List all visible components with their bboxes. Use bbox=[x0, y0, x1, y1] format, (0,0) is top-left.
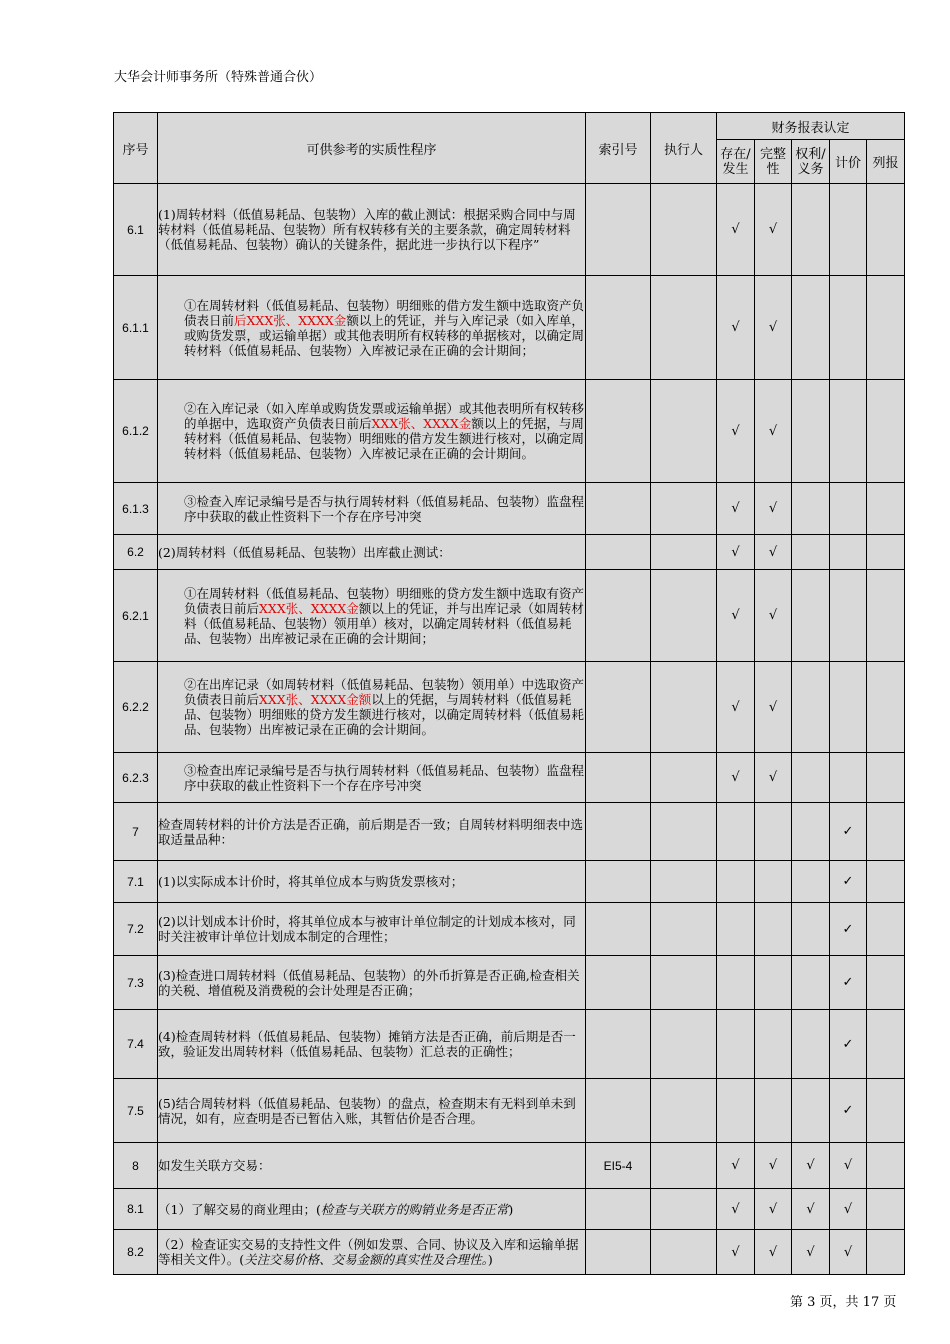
page-number: 第 3 页，共 17 页 bbox=[790, 1295, 897, 1310]
highlighted-text: XXX张、XXXX金额 bbox=[259, 692, 372, 707]
procedure-text: 额以上的凭据，与周转材料（低值易耗品、包装物）明细账的借方发生额进行核对，以确定周转材料（低值易耗品、包装物）入库被记录在正确的会计期间。 bbox=[184, 416, 585, 461]
table-row bbox=[114, 753, 905, 803]
header-rights: 权利/义务 bbox=[792, 140, 830, 184]
table-row bbox=[114, 861, 905, 903]
check-presentation bbox=[867, 184, 905, 276]
check-completeness: √ bbox=[755, 753, 792, 803]
row-executor bbox=[651, 276, 717, 380]
row-executor bbox=[651, 535, 717, 570]
table-row bbox=[114, 1010, 905, 1079]
check-valuation bbox=[830, 570, 867, 662]
table-row bbox=[114, 483, 905, 535]
check-existence: √ bbox=[717, 184, 755, 276]
header-presentation: 列报 bbox=[867, 140, 905, 184]
row-index bbox=[586, 662, 651, 753]
row-seq: 6.1 bbox=[114, 184, 158, 276]
procedure-text: ③检查入库记录编号是否与执行周转材料（低值易耗品、包装物）监盘程序中获取的截止性资料下一个存在序号冲突 bbox=[184, 493, 585, 524]
check-rights bbox=[792, 276, 830, 380]
check-existence: √ bbox=[717, 1189, 755, 1230]
check-valuation: ✓ bbox=[830, 903, 867, 956]
procedure-text: 关注交易价格、交易金额的真实性及合理性。 bbox=[244, 1252, 488, 1267]
table-row bbox=[114, 276, 905, 380]
procedure-text: 检查周转材料的计价方法是否正确，前后期是否一致；自周转材料明细表中选取适量品种： bbox=[158, 816, 584, 847]
row-procedure bbox=[158, 483, 586, 535]
check-completeness bbox=[755, 1010, 792, 1079]
check-presentation bbox=[867, 1010, 905, 1079]
procedure-text: 如发生关联方交易： bbox=[158, 1158, 271, 1173]
row-index: EI5-4 bbox=[586, 1143, 651, 1189]
check-valuation bbox=[830, 184, 867, 276]
procedure-text: (1)以实际成本计价时，将其单位成本与购货发票核对； bbox=[158, 874, 464, 889]
table-body bbox=[114, 184, 905, 1275]
check-existence bbox=[717, 861, 755, 903]
row-procedure bbox=[158, 570, 586, 662]
check-valuation: ✓ bbox=[830, 803, 867, 861]
row-executor bbox=[651, 483, 717, 535]
header-procedure: 可供参考的实质性程序 bbox=[158, 113, 586, 184]
check-valuation bbox=[830, 753, 867, 803]
procedure-text: (5)结合周转材料（低值易耗品、包装物）的盘点，检查期末有无料到单未到情况，如有，应查明是否已暂估入账，其暂估价是否合理。 bbox=[158, 1095, 576, 1126]
check-rights bbox=[792, 1010, 830, 1079]
table-row bbox=[114, 1230, 905, 1275]
row-executor bbox=[651, 753, 717, 803]
check-presentation bbox=[867, 380, 905, 483]
check-presentation bbox=[867, 956, 905, 1010]
check-rights: √ bbox=[792, 1143, 830, 1189]
row-seq: 7.1 bbox=[114, 861, 158, 903]
row-procedure bbox=[158, 861, 586, 903]
row-procedure bbox=[158, 184, 586, 276]
row-seq: 6.2.2 bbox=[114, 662, 158, 753]
check-existence bbox=[717, 1010, 755, 1079]
check-completeness: √ bbox=[755, 1189, 792, 1230]
check-valuation bbox=[830, 380, 867, 483]
row-index bbox=[586, 1189, 651, 1230]
check-rights bbox=[792, 184, 830, 276]
row-executor bbox=[651, 380, 717, 483]
row-seq: 7 bbox=[114, 803, 158, 861]
check-valuation bbox=[830, 662, 867, 753]
row-seq: 6.2 bbox=[114, 535, 158, 570]
row-executor bbox=[651, 1189, 717, 1230]
check-valuation bbox=[830, 483, 867, 535]
row-index bbox=[586, 803, 651, 861]
check-rights: √ bbox=[792, 1189, 830, 1230]
check-presentation bbox=[867, 753, 905, 803]
row-procedure bbox=[158, 956, 586, 1010]
procedure-text: 检查与关联方的购销业务是否正常 bbox=[320, 1201, 509, 1217]
check-existence bbox=[717, 956, 755, 1010]
check-completeness bbox=[755, 861, 792, 903]
highlighted-text: XXX张、XXXX金 bbox=[259, 600, 359, 616]
table-row bbox=[114, 662, 905, 753]
table-row bbox=[114, 1189, 905, 1230]
table-row bbox=[114, 1143, 905, 1189]
check-existence: √ bbox=[717, 535, 755, 570]
row-executor bbox=[651, 861, 717, 903]
row-procedure bbox=[158, 903, 586, 956]
table-row bbox=[114, 380, 905, 483]
procedure-text: ①在周转材料（低值易耗品、包装物）明细账的贷方发生额中选取有资产负债表日前后 bbox=[184, 585, 585, 616]
header-completeness: 完整性 bbox=[755, 140, 792, 184]
procedure-text: 根据采购合同中与周转材料（低值易耗品、包装物）所有权转移有关的主要条款，确定周转材料（低值易耗品、包装物）确认的关键条件，据此进一步执行以下程序” bbox=[158, 207, 576, 252]
row-index bbox=[586, 535, 651, 570]
row-index bbox=[586, 184, 651, 276]
check-presentation bbox=[867, 483, 905, 535]
check-completeness: √ bbox=[755, 276, 792, 380]
check-completeness: √ bbox=[755, 1143, 792, 1189]
row-index bbox=[586, 380, 651, 483]
procedure-text: (3)检查进口周转材料（低值易耗品、包装物）的外币折算是否正确,检查相关的关税、增值税及消费税的会计处理是否正确； bbox=[158, 967, 580, 998]
check-completeness: √ bbox=[755, 483, 792, 535]
check-rights bbox=[792, 535, 830, 570]
row-executor bbox=[651, 803, 717, 861]
check-completeness: √ bbox=[755, 380, 792, 483]
highlighted-text: XXX张、XXXX金 bbox=[371, 416, 472, 431]
row-procedure bbox=[158, 535, 586, 570]
check-presentation bbox=[867, 662, 905, 753]
check-rights bbox=[792, 803, 830, 861]
row-index bbox=[586, 483, 651, 535]
check-rights: √ bbox=[792, 1230, 830, 1275]
table-row bbox=[114, 803, 905, 861]
procedure-text: ) bbox=[508, 1201, 514, 1217]
row-seq: 7.2 bbox=[114, 903, 158, 956]
check-existence: √ bbox=[717, 1230, 755, 1275]
row-seq: 8.1 bbox=[114, 1189, 158, 1230]
header-assertions: 财务报表认定 bbox=[717, 113, 905, 140]
check-presentation bbox=[867, 1189, 905, 1230]
row-seq: 7.4 bbox=[114, 1010, 158, 1079]
header-executor: 执行人 bbox=[651, 113, 717, 184]
row-index bbox=[586, 1079, 651, 1143]
check-presentation bbox=[867, 861, 905, 903]
row-seq: 8.2 bbox=[114, 1230, 158, 1275]
check-rights bbox=[792, 662, 830, 753]
table-row bbox=[114, 956, 905, 1010]
check-presentation bbox=[867, 570, 905, 662]
check-completeness: √ bbox=[755, 662, 792, 753]
check-presentation bbox=[867, 1143, 905, 1189]
check-completeness bbox=[755, 956, 792, 1010]
check-presentation bbox=[867, 803, 905, 861]
procedure-text: ②在出库记录（如周转材料（低值易耗品、包装物）领用单）中选取资产负债表日前后 bbox=[184, 677, 585, 707]
check-existence: √ bbox=[717, 570, 755, 662]
table-row bbox=[114, 903, 905, 956]
procedure-text: ③检查出库记录编号是否与执行周转材料（低值易耗品、包装物）监盘程序中获取的截止性资料下一个存在序号冲突 bbox=[184, 762, 585, 793]
highlighted-text: 后XXX张、XXXX金 bbox=[234, 312, 347, 328]
header-index: 索引号 bbox=[586, 113, 651, 184]
row-seq: 7.3 bbox=[114, 956, 158, 1010]
check-completeness: √ bbox=[755, 570, 792, 662]
row-executor bbox=[651, 184, 717, 276]
check-valuation: ✓ bbox=[830, 1079, 867, 1143]
check-valuation: √ bbox=[830, 1189, 867, 1230]
row-executor bbox=[651, 956, 717, 1010]
check-rights bbox=[792, 483, 830, 535]
check-existence: √ bbox=[717, 483, 755, 535]
check-rights bbox=[792, 570, 830, 662]
check-valuation bbox=[830, 276, 867, 380]
row-procedure bbox=[158, 1079, 586, 1143]
row-seq: 6.2.1 bbox=[114, 570, 158, 662]
procedure-text: （1）了解交易的商业理由；( bbox=[158, 1201, 321, 1217]
table-row bbox=[114, 184, 905, 276]
check-valuation bbox=[830, 535, 867, 570]
row-seq: 8 bbox=[114, 1143, 158, 1189]
procedure-text: (2)周转材料（低值易耗品、包装物）出库截止测试： bbox=[158, 544, 451, 560]
check-valuation: ✓ bbox=[830, 861, 867, 903]
check-presentation bbox=[867, 276, 905, 380]
row-executor bbox=[651, 1079, 717, 1143]
row-index bbox=[586, 1010, 651, 1079]
row-seq: 6.1.1 bbox=[114, 276, 158, 380]
row-executor bbox=[651, 903, 717, 956]
row-seq: 6.1.3 bbox=[114, 483, 158, 535]
check-valuation: √ bbox=[830, 1143, 867, 1189]
header-seq: 序号 bbox=[114, 113, 158, 184]
check-rights bbox=[792, 753, 830, 803]
check-completeness bbox=[755, 903, 792, 956]
row-executor bbox=[651, 662, 717, 753]
procedure-text: (2)以计划成本计价时，将其单位成本与被审计单位制定的计划成本核对，同时关注被审计单位计划成本制定的合理性； bbox=[158, 914, 576, 944]
procedure-table bbox=[113, 112, 905, 1275]
row-index bbox=[586, 570, 651, 662]
row-procedure bbox=[158, 380, 586, 483]
table-row bbox=[114, 570, 905, 662]
row-executor bbox=[651, 1010, 717, 1079]
check-existence: √ bbox=[717, 276, 755, 380]
row-executor bbox=[651, 1143, 717, 1189]
check-existence bbox=[717, 903, 755, 956]
check-completeness: √ bbox=[755, 184, 792, 276]
check-existence: √ bbox=[717, 662, 755, 753]
row-index bbox=[586, 276, 651, 380]
row-index bbox=[586, 861, 651, 903]
row-procedure bbox=[158, 1143, 586, 1189]
row-procedure bbox=[158, 662, 586, 753]
header-valuation: 计价 bbox=[830, 140, 867, 184]
check-completeness: √ bbox=[755, 535, 792, 570]
check-existence: √ bbox=[717, 1143, 755, 1189]
check-presentation bbox=[867, 1079, 905, 1143]
check-existence: √ bbox=[717, 380, 755, 483]
row-procedure bbox=[158, 1010, 586, 1079]
check-completeness bbox=[755, 803, 792, 861]
row-index bbox=[586, 753, 651, 803]
procedure-text: （2）检查证实交易的支持性文件（例如发票、合同、协议及入库和运输单据等相关文件）。( bbox=[158, 1237, 579, 1267]
table-row bbox=[114, 535, 905, 570]
check-existence bbox=[717, 1079, 755, 1143]
check-rights bbox=[792, 380, 830, 483]
procedure-text: ①在周转材料（低值易耗品、包装物）明细账的借方发生额中选取资产负债表日前 bbox=[184, 297, 585, 328]
check-presentation bbox=[867, 1230, 905, 1275]
row-seq: 6.1.2 bbox=[114, 380, 158, 483]
check-rights bbox=[792, 903, 830, 956]
check-presentation bbox=[867, 903, 905, 956]
header-existence: 存在/发生 bbox=[717, 140, 755, 184]
procedure-text: ) bbox=[487, 1252, 493, 1267]
procedure-text: 额以上的凭证，并与入库记录（如入库单，或购货发票，或运输单据）或其他表明所有权转移的单据核对，以确定周转材料（低值易耗品、包装物）入库被记录在正确的会计期间； bbox=[184, 312, 585, 358]
check-rights bbox=[792, 1079, 830, 1143]
procedure-text: ②在入库记录（如入库单或购货发票或运输单据）或其他表明所有权转移的单据中，选取资产负债表日前后 bbox=[184, 401, 585, 431]
procedure-text: (4)检查周转材料（低值易耗品、包装物）摊销方法是否正确，前后期是否一致，验证发出周转材料（低值易耗品、包装物）汇总表的正确性； bbox=[158, 1029, 576, 1059]
check-valuation: ✓ bbox=[830, 1010, 867, 1079]
check-valuation: √ bbox=[830, 1230, 867, 1275]
procedure-text: 以上的凭据，与周转材料（低值易耗品、包装物）明细账的贷方发生额进行核对，以确定周转材料（低值易耗品、包装物）出库被记录在正确的会计期间。 bbox=[184, 692, 585, 737]
check-completeness: √ bbox=[755, 1230, 792, 1275]
table-row bbox=[114, 1079, 905, 1143]
row-procedure bbox=[158, 753, 586, 803]
check-existence bbox=[717, 803, 755, 861]
row-index bbox=[586, 903, 651, 956]
row-procedure bbox=[158, 1189, 586, 1230]
check-completeness bbox=[755, 1079, 792, 1143]
row-index bbox=[586, 1230, 651, 1275]
procedure-text: 额以上的凭证，并与出库记录（如周转材料（低值易耗品、包装物）领用单）核对，以确定周转材料（低值易耗品、包装物）出库被记录在正确的会计期间； bbox=[184, 600, 584, 646]
check-rights bbox=[792, 956, 830, 1010]
row-index bbox=[586, 956, 651, 1010]
firm-name: 大华会计师事务所（特殊普通合伙） bbox=[114, 70, 323, 85]
check-valuation: ✓ bbox=[830, 956, 867, 1010]
check-existence: √ bbox=[717, 753, 755, 803]
check-presentation bbox=[867, 535, 905, 570]
row-procedure bbox=[158, 276, 586, 380]
row-procedure bbox=[158, 1230, 586, 1275]
check-rights bbox=[792, 861, 830, 903]
row-executor bbox=[651, 570, 717, 662]
row-procedure bbox=[158, 803, 586, 861]
procedure-text: (1)周转材料（低值易耗品、包装物）入库的截止测试： bbox=[158, 207, 464, 222]
row-seq: 7.5 bbox=[114, 1079, 158, 1143]
row-seq: 6.2.3 bbox=[114, 753, 158, 803]
row-executor bbox=[651, 1230, 717, 1275]
